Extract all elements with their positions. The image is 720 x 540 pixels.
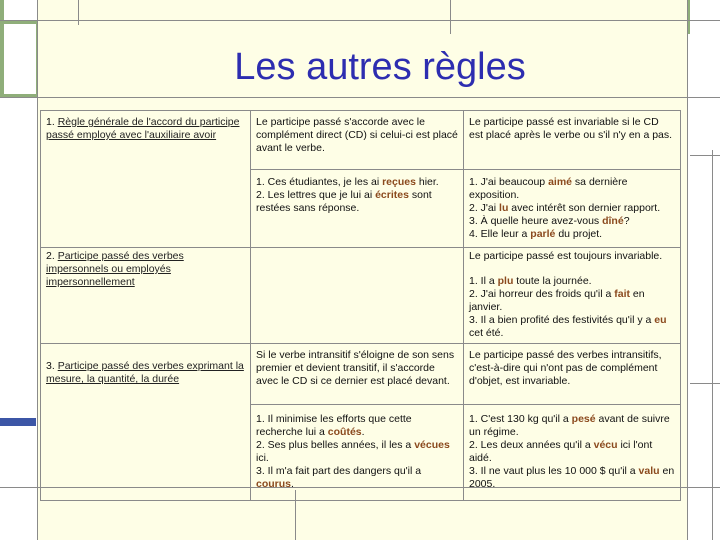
example-line: 1. C'est 130 kg qu'il a pesé avant de suivre un régime.	[469, 413, 670, 438]
example-line: 3. Il ne vaut plus les 10 000 $ qu'il a valu en 2005.	[469, 465, 675, 490]
row3-label-num: 3.	[46, 360, 58, 372]
example-line: 2. J'ai horreur des froids qu'il a fait en janvier.	[469, 288, 645, 313]
example-line: 4. Elle leur a parlé du projet.	[469, 228, 603, 240]
decor-line	[0, 97, 720, 98]
example-line: 1. J'ai beaucoup aimé sa dernière exposition.	[469, 176, 628, 201]
row3-label-cell	[41, 344, 251, 501]
row1-label-cell	[41, 111, 251, 248]
row1-examples-a	[251, 170, 464, 248]
rules-table	[40, 110, 681, 501]
row1-label-link[interactable]: Règle générale de l'accord du participe passé employé avec l'auxiliaire avoir	[46, 116, 240, 141]
table-row	[41, 111, 681, 170]
row1-rule-a: Le participe passé s'accorde avec le complément direct (CD) si celui-ci est placé avant le verbe.	[251, 111, 464, 170]
row1-examples-b	[464, 170, 681, 248]
row1-rule-b: Le participe passé est invariable si le CD est placé après le verbe ou s'il n'y en a pas.	[464, 111, 681, 170]
decor-line	[450, 0, 451, 34]
example-line: 3. À quelle heure avez-vous dîné?	[469, 215, 630, 227]
row2-label-num: 2.	[46, 250, 58, 262]
example-line: 1. Il a plu toute la journée.	[469, 275, 592, 287]
row3-rule-b: Le participe passé des verbes intransitifs, c'est-à-dire qui n'ont pas de complément d'objet, est invariable.	[464, 344, 681, 405]
participle: coûtés	[327, 426, 362, 438]
participle: plu	[497, 275, 514, 287]
participle: vécues	[414, 439, 450, 451]
participle: pesé	[571, 413, 596, 425]
participle: courus	[256, 478, 292, 490]
example-line: 2. Ses plus belles années, il les a vécues ici.	[256, 439, 450, 464]
example-line: 3. Il a bien profité des festivités qu'il y a eu cet été.	[469, 314, 667, 339]
example-line: 2. Les lettres que je lui ai écrites sont restées sans réponse.	[256, 189, 432, 214]
participle: reçues	[382, 176, 416, 188]
row3-examples-a	[251, 405, 464, 501]
table-row	[41, 248, 681, 344]
row3-examples-b	[464, 405, 681, 501]
row2-label-link[interactable]: Participe passé des verbes impersonnels ou employés impersonnellement	[46, 250, 184, 288]
participle: dîné	[602, 215, 624, 227]
decor-line	[78, 0, 79, 25]
participle: lu	[499, 202, 509, 214]
decor-blue-marker	[0, 418, 36, 426]
example-line: 1. Ces étudiantes, je les ai reçues hier.	[256, 176, 439, 188]
row3-label-link[interactable]: Participe passé des verbes exprimant la mesure, la quantité, la durée	[46, 360, 244, 385]
participle: écrites	[375, 189, 409, 201]
table-row	[41, 344, 681, 405]
participle: fait	[614, 288, 630, 300]
participle: parlé	[530, 228, 556, 240]
participle: vécu	[593, 439, 618, 451]
participle: valu	[638, 465, 660, 477]
row2-label-cell	[41, 248, 251, 344]
example-line: 2. J'ai lu avec intérêt son dernier rapport.	[469, 202, 661, 214]
row3-rule-a: Si le verbe intransitif s'éloigne de son sens premier et devient transitif, il s'accorde avec le CD si ce dernier est placé devant.	[251, 344, 464, 405]
example-line: 2. Les deux années qu'il a vécu ici l'ont aidé.	[469, 439, 653, 464]
row2-empty-cell	[251, 248, 464, 344]
row1-label-num: 1.	[46, 116, 58, 128]
decor-line	[690, 155, 720, 156]
decor-line	[712, 150, 713, 540]
decor-line	[0, 20, 720, 21]
decor-line	[690, 383, 720, 384]
participle: eu	[654, 314, 667, 326]
participle: aimé	[548, 176, 573, 188]
example-line: 3. Il m'a fait part des dangers qu'il a courus.	[256, 465, 422, 490]
example-line: 1. Il minimise les efforts que cette recherche lui a coûtés.	[256, 413, 412, 438]
page-title: Les autres règles	[234, 46, 526, 88]
row2-rule-b: Le participe passé est toujours invariable.	[469, 250, 663, 262]
row2-content	[464, 248, 681, 344]
